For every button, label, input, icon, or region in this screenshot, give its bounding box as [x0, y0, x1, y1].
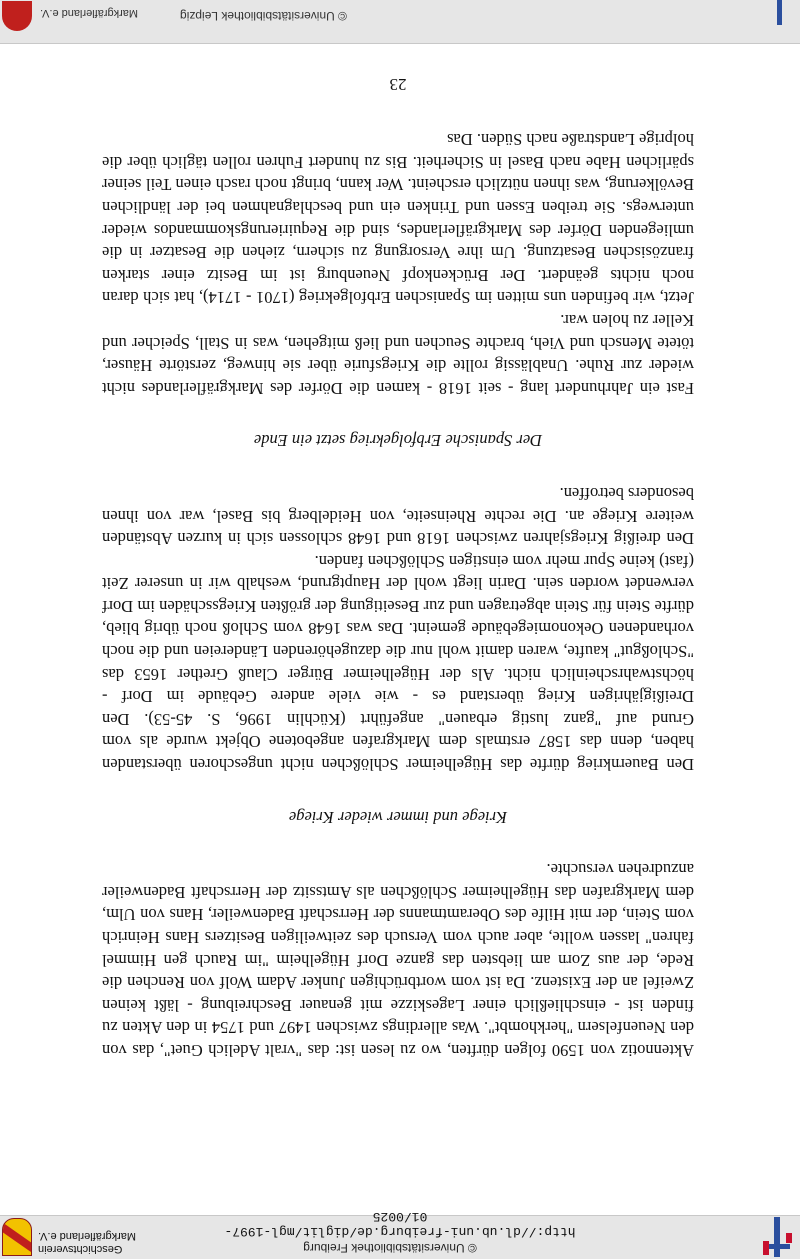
university-library-logo — [758, 1217, 798, 1257]
paragraph: Den Bauernkrieg dürfte das Hügelheimer Schlößchen nicht ungeschoren überstanden haben, denn das 1587 erstmals dem Markgrafen angebotene Objekt wurde als vom Grund auf "ganz lustig erbauen" angeführt (Küchlin 1996, S. 45-53). Den Dreißigjährigen Krieg überstand es - wie viele andere Gebäude im Dorf - höchstwahrscheinlich nicht. Als der Hügelheimer Bürger Clauß Grether 1653 das "Schloßgut" kaufte, waren damit wohl nur die dazugehörenden Ländereien und die noch vorhandenen Oekonomiegebäude gemeint. Das was 1648 vom Schloß noch übrig blieb, dürfte Stein für Stein abgetragen und zur Beseitigung der größten Kriegsschäden im Dorf verwendet worden sein. Darin liegt wohl der Hauptgrund, weshalb wir in unserer Zeit (fast) keine Spur mehr vom einstigen Schlößchen fanden. — [102, 551, 694, 775]
university-library-logo — [766, 0, 796, 25]
viewer-footer — [0, 0, 800, 44]
footer-society: Markgräflerland e.V. — [40, 7, 139, 19]
society-name: Geschichtsverein Markgräflerland e.V. — [38, 1230, 137, 1255]
body-text — [102, 128, 694, 1061]
footer-copyright: © Universitätsbibliothek Leipzig — [180, 9, 347, 23]
permalink-url[interactable]: http://dl.ub.uni-freiburg.de/diglit/mgl-1997-01/0025 — [224, 1209, 576, 1239]
section-heading: Kriege und immer wieder Kriege — [288, 807, 508, 827]
paragraph: Jetzt, wir befinden uns mitten im Spanischen Erbfolgekrieg (1701 - 1714), hat sich daran noch nichts geändert. Der Brückenkopf Neuenburg ist im Besitz einer starken französischen Besatzung. Um ihre Versorgung zu sichern, ziehen die Besatzer in die umliegenden Dörfer des Markgräflerlandes, sind die Requirierungskommandos wieder unterwegs. Sie treiben Essen und Trinken ein und beschlagnahmen bei der ländlichen Bevölkerung, was ihnen nützlich erscheint. Wer kann, bringt noch rasch einen Teil seiner spärlichen Habe nach Basel in Sicherheit. Bis zu hundert Fuhren rollen täglich über die holprige Landstraße nach Süden. Das — [102, 130, 694, 308]
society-crest-logo — [2, 1, 32, 31]
paragraph: Den dreißig Kriegsjahren zwischen 1618 und 1648 schlossen sich in kurzen Abständen weitere Kriege an. Die rechte Rheinseite, von Heidelberg bis Basel, war von ihnen besonders betroffen. — [102, 483, 694, 549]
section-heading: Der Spanische Erbfolgekrieg setzt ein Ende — [253, 431, 543, 451]
copyright-notice: © Universitätsbibliothek Freiburg — [303, 1241, 477, 1255]
viewer-header — [0, 1209, 800, 1259]
page-number: 23 — [389, 74, 407, 94]
paragraph: Aktennotiz von 1590 folgen dürften, wo zu lesen ist: das "vralt Adelich Guet", das von den Neuenfelsern "herkhombt". Was allerdings zwischen 1497 und 1754 in den Akten zu finden ist - einschließlich einer Lageskizze mit genauer Beschreibung - läßt keinen Zweifel an der Existenz. Da ist vom wortbrüchigen Junker Adam Wolf von Renchen die Rede, der aus Zorn am liebsten das ganze Dorf Hügelheim "im Rauch gen Himmel fahren" lassen wollte, aber auch vom Versuch des zeitweiligen Besitzers Hans Heinrich vom Stein, der mit Hilfe des Oberamtmanns der Herrschaft Badenweiler, Hans von Ulm, dem Markgrafen das Hügelheimer Schlößchen als Amtssitz der Herrschaft Badenweiler anzudrehen versuchte. — [102, 860, 694, 1060]
paragraph: Fast ein Jahrhundert lang - seit 1618 - kamen die Dörfer des Markgräflerlandes nicht wieder zur Ruhe. Unablässig rollte die Kriegsfurie über sie hinweg, zerstörte Häuser, tötete Mensch und Vieh, brachte Seuchen und ließ mitgehen, was in Stall, Speicher und Keller zu holen war. — [102, 310, 694, 398]
page-content — [102, 74, 694, 1061]
society-crest-logo — [2, 1218, 32, 1256]
